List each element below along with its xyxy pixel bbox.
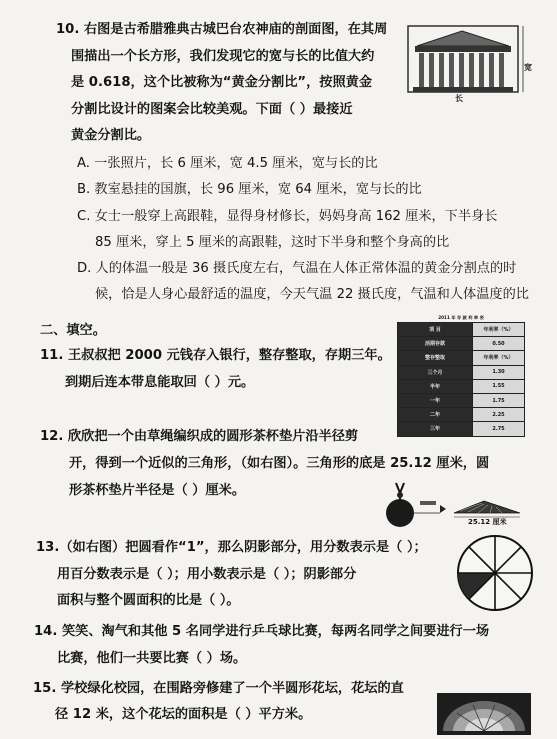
table-cell: 2.25: [473, 408, 525, 422]
table-cell: 1.30: [473, 365, 525, 379]
q15-line-1: 15. 学校绿化校园，在围路旁修建了一个半圆形花坛，花坛的直: [33, 681, 404, 696]
q10-line-4: 分割比设计的图案会比较美观。下面（ ）最接近: [71, 102, 353, 117]
q12-line-1: 12. 欣欣把一个由草绳编织成的圆形茶杯垫片沿半径剪: [40, 429, 359, 444]
q13-line-1: 13.（如右图）把圆看作“1”，那么阴影部分，用分数表示是（ ）；: [36, 540, 427, 555]
table-cell: 年利率（%）: [473, 351, 525, 365]
q12-line-2: 开，得到一个近似的三角形，（如右图）。三角形的底是 25.12 厘米，圆: [69, 456, 490, 471]
q11-line-2: 到期后连本带息能取回（ ）元。: [65, 375, 255, 390]
q10-option-d-cont: 候，恰是人身心最舒适的温度，今天气温 22 摄氏度，气温和人体温度的比: [95, 287, 529, 302]
q14-line-2: 比赛，他们一共要比赛（ ）场。: [57, 651, 247, 666]
parthenon-figure: [405, 22, 535, 104]
interest-rate-table: [397, 313, 525, 437]
coaster-base-label: 25.12 厘米: [468, 518, 507, 526]
q10-line-3: 是 0.618，这个比被称为“黄金分割比”，按照黄金: [71, 75, 373, 90]
table-cell: 1.55: [473, 379, 525, 393]
q15-line-2: 径 12 米，这个花坛的面积是（ ）平方米。: [55, 707, 312, 722]
q10-line-2: 围描出一个长方形，我们发现它的宽与长的比值大约: [71, 49, 375, 64]
circle-figure: [454, 532, 536, 614]
figure-length-label: 长: [455, 94, 463, 103]
table-header-cell: 项 目: [398, 323, 473, 337]
figure-width-label: 宽: [524, 63, 532, 72]
table-cell: 0.50: [473, 337, 525, 351]
table-caption: 2011 年 存 款 利 率 表: [438, 314, 484, 320]
q13-line-3: 面积与整个圆面积的比是（ ）。: [57, 593, 240, 608]
q12-line-3: 形茶杯垫片半径是（ ）厘米。: [69, 483, 246, 498]
q10-line-5: 黄金分割比。: [71, 128, 151, 143]
table-cell: 三年: [398, 422, 473, 436]
table-header-cell: 年利率（%）: [473, 323, 525, 337]
q13-line-2: 用百分数表示是（ ）；用小数表示是（ ）；阴影部分: [57, 567, 357, 582]
q11-line-1: 11. 王叔叔把 2000 元钱存入银行，整存整取，存期三年。: [40, 348, 391, 363]
q10-option-c: C. 女士一般穿上高跟鞋，显得身材修长，妈妈身高 162 厘米，下半身长: [77, 209, 498, 224]
coaster-figure: [382, 473, 532, 528]
table-cell: 1.75: [473, 393, 525, 407]
table-cell: 半年: [398, 379, 473, 393]
table-cell: 2.75: [473, 422, 525, 436]
table-cell: 活期存款: [398, 337, 473, 351]
section-title: 二、填空。: [40, 323, 106, 338]
table-cell: 整存整取: [398, 351, 473, 365]
table-cell: 三个月: [398, 365, 473, 379]
flowerbed-photo: [437, 693, 531, 735]
q10-option-b: B. 教室悬挂的国旗，长 96 厘米，宽 64 厘米，宽与长的比: [77, 182, 422, 197]
q10-line-1: 10. 右图是古希腊雅典古城巴台农神庙的剖面图，在其周: [56, 22, 388, 37]
table-cell: 一年: [398, 393, 473, 407]
table-cell: 二年: [398, 408, 473, 422]
q14-line-1: 14. 笑笑、淘气和其他 5 名同学进行乒乓球比赛，每两名同学之间要进行一场: [34, 624, 490, 639]
q10-option-c-cont: 85 厘米，穿上 5 厘米的高跟鞋，这时下半身和整个身高的比: [95, 235, 450, 250]
q10-option-a: A. 一张照片，长 6 厘米，宽 4.5 厘米，宽与长的比: [77, 156, 378, 171]
q10-option-d: D. 人的体温一般是 36 摄氏度左右，气温在人体正常体温的黄金分割点的时: [77, 261, 517, 276]
